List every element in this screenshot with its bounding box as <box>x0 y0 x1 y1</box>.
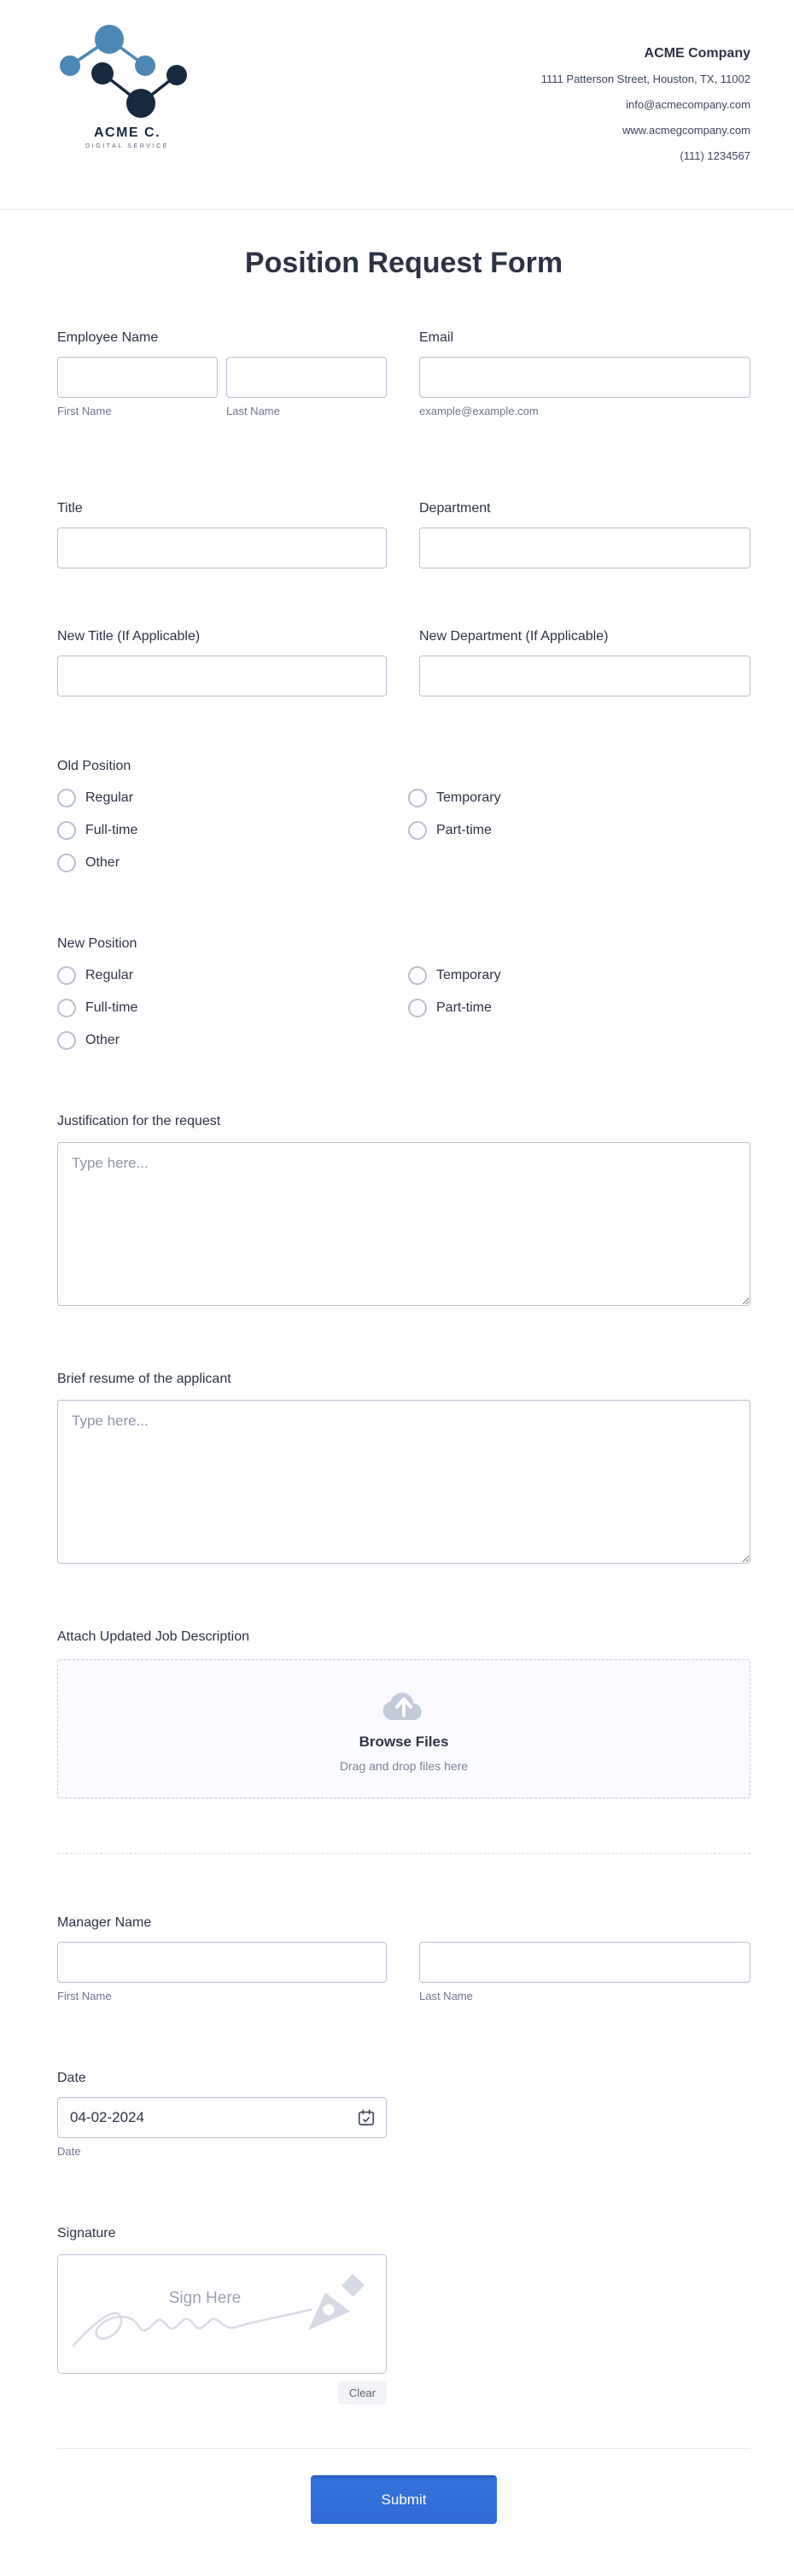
manager-name-label: Manager Name <box>57 1915 152 1930</box>
new-title-label: New Title (If Applicable) <box>57 629 201 644</box>
employee-first-name-input[interactable] <box>57 357 218 398</box>
resume-textarea[interactable] <box>57 1400 750 1564</box>
radio-option-label: Other <box>85 855 120 870</box>
manager-last-name-input[interactable] <box>419 1942 750 1983</box>
justification-textarea[interactable] <box>57 1142 750 1306</box>
employee-name-field <box>57 329 387 418</box>
employee-name-label: Employee Name <box>57 330 159 345</box>
email-field-group <box>419 329 750 418</box>
radio-option-label: Part-time <box>436 1000 492 1015</box>
signature-placeholder-art <box>58 2255 386 2373</box>
radio-icon <box>57 854 76 872</box>
radio-icon <box>57 821 76 840</box>
new-title-field-group <box>57 628 387 696</box>
employee-last-name-input[interactable] <box>226 357 387 398</box>
department-input[interactable] <box>419 527 750 568</box>
signature-pad[interactable] <box>57 2254 387 2374</box>
new-position-group <box>57 935 750 1050</box>
radio-icon <box>57 1031 76 1050</box>
department-label: Department <box>419 501 491 516</box>
browse-files-button[interactable]: Browse Files <box>359 1733 449 1750</box>
department-field-group <box>419 500 750 568</box>
radio-option-label: Regular <box>85 968 134 982</box>
old-position-option-temporary[interactable] <box>408 789 750 807</box>
calendar-icon[interactable] <box>357 2108 376 2127</box>
clear-signature-button[interactable]: Clear <box>338 2381 387 2404</box>
old-position-label: Old Position <box>57 759 131 773</box>
page-title: Position Request Form <box>244 247 563 279</box>
radio-icon <box>408 966 427 985</box>
manager-first-name-sublabel: First Name <box>57 1990 112 2002</box>
company-name: ACME Company <box>644 46 750 61</box>
radio-option-label: Other <box>85 1033 120 1047</box>
radio-option-label: Temporary <box>436 790 501 805</box>
new-department-input[interactable] <box>419 656 750 696</box>
radio-icon <box>408 999 427 1017</box>
radio-icon <box>408 821 427 840</box>
radio-icon <box>57 966 76 985</box>
manager-name-field-group <box>57 1854 750 2003</box>
attachment-label: Attach Updated Job Description <box>57 1629 250 1644</box>
title-input[interactable] <box>57 527 387 568</box>
file-dropzone[interactable] <box>57 1659 750 1798</box>
old-position-group <box>57 758 750 872</box>
drag-drop-hint: Drag and drop files here <box>339 1758 469 1773</box>
justification-field-group <box>57 1113 750 1306</box>
signature-label: Signature <box>57 2226 116 2241</box>
radio-icon <box>57 999 76 1017</box>
email-input[interactable] <box>419 357 750 398</box>
new-position-option-fulltime[interactable] <box>57 999 408 1017</box>
old-position-option-regular[interactable] <box>57 789 408 807</box>
upload-cloud-icon <box>379 1686 429 1723</box>
date-input[interactable] <box>57 2097 387 2138</box>
company-address: 1111 Patterson Street, Houston, TX, 11002 <box>540 73 750 85</box>
submit-section <box>57 2448 750 2524</box>
new-department-label: New Department (If Applicable) <box>419 629 609 644</box>
radio-option-label: Part-time <box>436 823 492 837</box>
date-label: Date <box>57 2071 86 2085</box>
new-title-input[interactable] <box>57 656 387 696</box>
logo-tagline: DIGITAL SERVICE <box>85 143 169 149</box>
new-position-option-other[interactable] <box>57 1031 408 1050</box>
radio-icon <box>408 789 427 807</box>
page-header <box>0 0 794 210</box>
new-position-option-parttime[interactable] <box>408 999 750 1017</box>
old-position-option-fulltime[interactable] <box>57 821 408 840</box>
justification-label: Justification for the request <box>57 1114 221 1128</box>
sign-here-placeholder: Sign Here <box>168 2289 242 2307</box>
resume-field-group <box>57 1371 750 1564</box>
date-sublabel: Date <box>57 2145 81 2158</box>
radio-option-label: Full-time <box>85 1000 138 1015</box>
old-position-option-other[interactable] <box>57 854 408 872</box>
company-info-block <box>541 41 750 169</box>
submit-button[interactable]: Submit <box>311 2475 497 2524</box>
old-position-option-parttime[interactable] <box>408 821 750 840</box>
radio-option-label: Full-time <box>85 823 138 837</box>
radio-icon <box>57 789 76 807</box>
new-position-label: New Position <box>57 936 137 951</box>
radio-option-label: Regular <box>85 790 134 805</box>
date-field-group <box>57 2070 750 2159</box>
email-label: Email <box>419 330 454 345</box>
form-body <box>57 210 750 2524</box>
email-sublabel: example@example.com <box>419 405 539 417</box>
manager-first-name-input[interactable] <box>57 1942 387 1983</box>
new-department-field-group <box>419 628 750 696</box>
company-email: info@acmecompany.com <box>626 98 750 111</box>
employee-last-name-sublabel: Last Name <box>226 405 280 417</box>
title-label: Title <box>57 501 83 516</box>
company-logo <box>50 19 196 160</box>
attachment-field-group <box>57 1629 750 1798</box>
employee-first-name-sublabel: First Name <box>57 405 112 417</box>
new-position-option-temporary[interactable] <box>408 966 750 985</box>
manager-last-name-sublabel: Last Name <box>419 1990 473 2002</box>
radio-option-label: Temporary <box>436 968 501 982</box>
network-logo-icon <box>50 19 196 155</box>
title-field-group <box>57 500 387 568</box>
resume-label: Brief resume of the applicant <box>57 1372 231 1386</box>
logo-text: ACME C. <box>93 125 161 140</box>
company-phone: (111) 1234567 <box>680 149 750 162</box>
new-position-option-regular[interactable] <box>57 966 408 985</box>
signature-field-group <box>57 2225 750 2404</box>
company-website: www.acmegcompany.com <box>622 124 750 137</box>
